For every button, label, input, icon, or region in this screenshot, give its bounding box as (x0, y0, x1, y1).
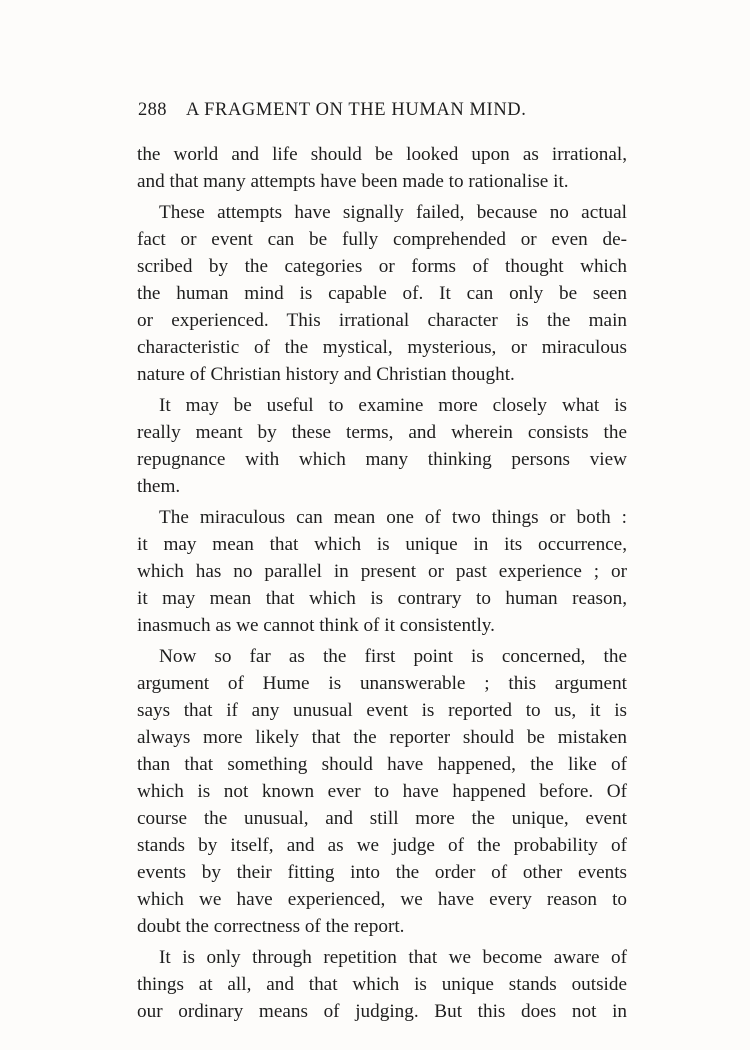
text-line: things at all, and that which is unique stands outside (137, 974, 627, 995)
text-line: always more likely that the reporter should be mistaken (137, 727, 627, 748)
text-line: stands by itself, and as we judge of the probability of (137, 835, 627, 856)
text-line: the human mind is capable of. It can only be seen (137, 283, 627, 304)
page-number: 288 (138, 100, 167, 120)
paragraph (137, 504, 627, 639)
text-line: which has no parallel in present or past experience ; or (137, 561, 627, 582)
text-line: which we have experienced, we have every reason to (137, 889, 627, 910)
text-line: and that many attempts have been made to rationalise it. (137, 171, 569, 192)
paragraph (137, 944, 627, 1025)
text-line: The miraculous can mean one of two things or both : (159, 507, 627, 528)
running-title: A FRAGMENT ON THE HUMAN MIND. (185, 100, 527, 120)
text-line: These attempts have signally failed, because no actual (159, 202, 627, 223)
text-line: repugnance with which many thinking persons view (137, 449, 627, 470)
text-line: says that if any unusual event is reported to us, it is (137, 700, 627, 721)
page-header (138, 100, 628, 121)
text-line: scribed by the categories or forms of thought which (137, 256, 627, 277)
text-line: it may mean that which is contrary to human reason, (137, 588, 627, 609)
paragraph (137, 199, 627, 388)
text-line: It is only through repetition that we become aware of (159, 947, 627, 968)
text-line: them. (137, 476, 181, 497)
text-line: It may be useful to examine more closely what is (159, 395, 627, 416)
text-line: our ordinary means of judging. But this does not in (137, 1001, 627, 1022)
paragraph (137, 392, 627, 500)
text-line: than that something should have happened, the like of (137, 754, 627, 775)
text-line: characteristic of the mystical, mysterious, or miraculous (137, 337, 627, 358)
paragraph (137, 141, 627, 195)
text-line: argument of Hume is unanswerable ; this argument (137, 673, 627, 694)
text-line: which is not known ever to have happened before. Of (137, 781, 627, 802)
text-line: course the unusual, and still more the unique, event (137, 808, 627, 829)
text-line: events by their fitting into the order of other events (137, 862, 627, 883)
text-line: Now so far as the first point is concerned, the (159, 646, 627, 667)
body-text (137, 141, 627, 1025)
text-line: nature of Christian history and Christian thought. (137, 364, 515, 385)
text-line: it may mean that which is unique in its occurrence, (137, 534, 627, 555)
text-line: fact or event can be fully comprehended or even de- (137, 229, 627, 250)
paragraph (137, 643, 627, 940)
text-line: really meant by these terms, and wherein consists the (137, 422, 627, 443)
text-line: doubt the correctness of the report. (137, 916, 405, 937)
text-line: the world and life should be looked upon as irrational, (137, 144, 627, 165)
text-line: inasmuch as we cannot think of it consistently. (137, 615, 495, 636)
text-line: or experienced. This irrational character is the main (137, 310, 627, 331)
